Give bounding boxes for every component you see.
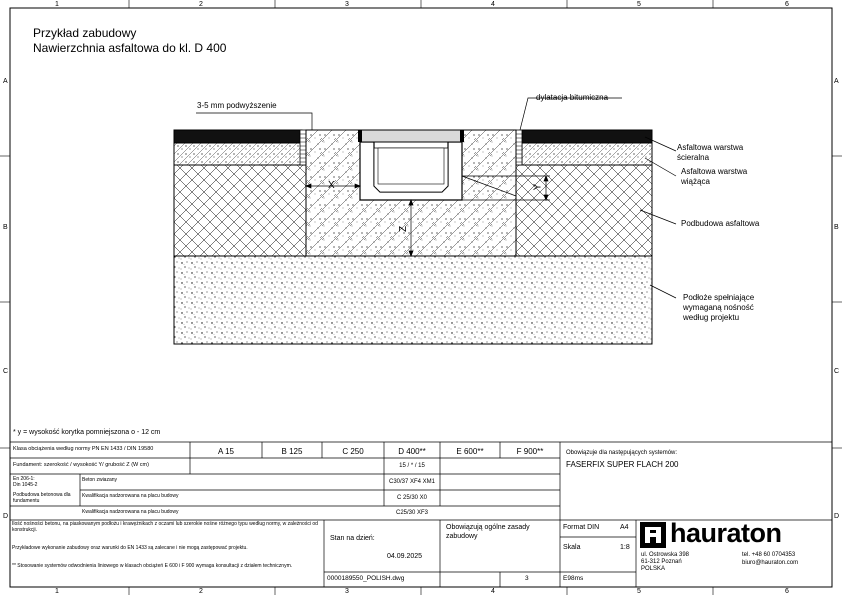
format-label: Format DIN [563, 524, 600, 531]
grid-col-6: 6 [785, 1, 789, 8]
class-e600: E 600** [456, 447, 484, 456]
grid-col-3: 3 [345, 1, 349, 8]
label-wearing-2: ścieralna [677, 153, 710, 162]
rules-line-1: Obowiązują ogólne zasady [446, 524, 530, 531]
stand-label: Stan na dzień: [330, 535, 375, 542]
grid-col-1: 1 [55, 1, 59, 8]
label-raise: 3-5 mm podwyższenie [197, 101, 277, 110]
grid-row-c-right: C [834, 368, 840, 375]
title-line-2: Nawierzchnia asfaltowa do kl. D 400 [33, 41, 227, 55]
address-line-1: ul. Ostrowska 398 [641, 552, 690, 558]
label-base: Podbudowa asfaltowa [681, 219, 760, 228]
class-f900: F 900** [516, 447, 544, 456]
grid-col-5: 5 [637, 1, 641, 8]
systems-label: Obowiązuje dla następujących systemów: [566, 450, 678, 456]
dim-z: Z [398, 225, 410, 233]
rebar-label-2: fundamentu [13, 498, 40, 504]
format-value: A4 [620, 524, 629, 531]
grid-col-3-bottom: 3 [345, 588, 349, 595]
concrete-label: Beton zwiazany [82, 477, 118, 483]
address-line-2: 61-312 Poznań [641, 559, 682, 565]
label-bitumen-joint: dylatacja bitumiczna [536, 93, 609, 102]
company-name: hauraton [670, 518, 782, 548]
grid-col-1-bottom: 1 [55, 588, 59, 595]
drawing-code: E98ms [563, 575, 584, 582]
scale-label: Skala [563, 544, 581, 551]
dim-y: Y [532, 183, 544, 191]
grid-row-c: C [3, 368, 9, 375]
footnote: * y = wysokość korytka pomniejszona o - 12 cm [13, 429, 161, 436]
row3-value: C25/30 XF3 [395, 510, 429, 516]
grid-row-b-right: B [834, 224, 839, 231]
dim-x: X [328, 180, 335, 191]
grid-row-a-right: A [834, 78, 839, 85]
class-b125: B 125 [281, 447, 303, 456]
grid-col-4-bottom: 4 [491, 588, 495, 595]
label-subgrade-3: według projektu [683, 313, 740, 322]
grid-row-d-right: D [834, 513, 840, 520]
class-c250: C 250 [342, 447, 364, 456]
class-d400: D 400** [398, 447, 426, 456]
scale-value: 1:8 [620, 544, 630, 551]
note-3: ** Stosowanie systemów odwodnienia liniowego w klasach obciążeń E 600 i F 900 wymaga konsultacji z działem technicznym. [12, 563, 293, 569]
rebar-value: C 25/30 X0 [396, 495, 428, 501]
row-xyz-value: 15 / * / 15 [399, 463, 425, 469]
grid-row-d: D [3, 513, 9, 520]
rules-line-2: zabudowy [446, 533, 478, 540]
rebar-label-1: Podbudowa betonowa dla [13, 492, 71, 498]
note-2: Przykładowe wykonanie zabudowy oraz warunki do EN 1433 są zalecane i nie mogą zastępować projektu. [12, 545, 248, 551]
concrete-value: C30/37 XF4 XM1 [388, 479, 436, 485]
grid-col-2: 2 [199, 1, 203, 8]
grid-col-6-bottom: 6 [785, 588, 789, 595]
row3-text: Kwalifikacja nadzorowana na placu budowy [82, 509, 179, 515]
class-a15: A 15 [217, 447, 234, 456]
systems-value: FASERFIX SUPER FLACH 200 [566, 460, 679, 469]
label-subgrade-2: wymaganą nośność [683, 303, 754, 312]
grid-col-4: 4 [491, 1, 495, 8]
sheet-number: 3 [525, 575, 529, 582]
norm-label-2: Din 1045-2 [13, 482, 38, 488]
note-1: Ilość nośności betonu, na piaskowanym podłożu i krawężnikach z oczami lub szerokie nośne różnego typu według normy, w zależności od konstrukcji. [12, 521, 318, 533]
address-line-3: POLSKA [641, 566, 666, 572]
norm-label-1: En 206-1: [13, 476, 35, 482]
grid-col-5-bottom: 5 [637, 588, 641, 595]
company-email: biuro@hauraton.com [742, 560, 799, 566]
grid-row-a: A [3, 78, 8, 85]
label-binder-1: Asfaltowa warstwa [681, 167, 748, 176]
grid-col-2-bottom: 2 [199, 588, 203, 595]
company-phone: tel. +48 60 0704353 [742, 552, 796, 558]
title-line-1: Przykład zabudowy [33, 26, 137, 40]
label-subgrade-1: Podłoże spełniające [683, 293, 755, 302]
grid-row-b: B [3, 224, 8, 231]
rebar-text: Kwalifikacja nadzorowana na placu budowy [82, 493, 179, 499]
stand-date: 04.09.2025 [387, 553, 423, 560]
label-binder-2: wiążąca [681, 177, 710, 186]
row-xyz-label: Fundament: szerokość / wysokość Y/ grubość Z (W cm) [13, 462, 149, 468]
label-wearing-1: Asfaltowa warstwa [677, 143, 744, 152]
file-name: 0000189550_POLISH.dwg [327, 575, 405, 582]
table-class-label: Klasa obciążenia według normy PN EN 1433 / DIN 19580 [13, 446, 154, 452]
